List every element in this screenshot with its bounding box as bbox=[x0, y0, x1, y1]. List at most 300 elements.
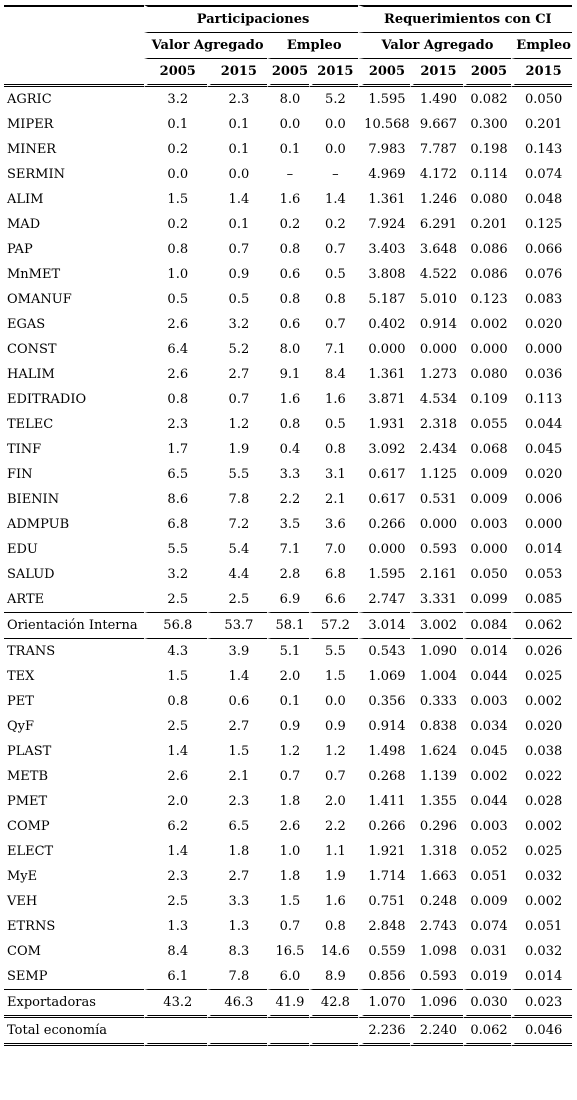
table-cell bbox=[207, 1018, 267, 1046]
table-cell: 0.006 bbox=[511, 487, 572, 512]
table-cell: 1.9 bbox=[207, 437, 267, 462]
table-cell: 0.032 bbox=[511, 939, 572, 964]
table-cell: 0.266 bbox=[358, 814, 411, 839]
table-cell: 0.045 bbox=[511, 437, 572, 462]
table-row bbox=[4, 487, 572, 512]
table-cell: 2.318 bbox=[410, 412, 463, 437]
table-cell: 58.1 bbox=[267, 613, 309, 639]
table-cell: 2.2 bbox=[267, 487, 309, 512]
table-cell: 0.8 bbox=[267, 412, 309, 437]
subheader-empleo: Empleo bbox=[267, 33, 358, 59]
table-row bbox=[4, 864, 572, 889]
table-cell: 0.1 bbox=[267, 689, 309, 714]
table-cell: 0.044 bbox=[463, 789, 512, 814]
table-row bbox=[4, 739, 572, 764]
table-cell: 57.2 bbox=[309, 613, 358, 639]
table-cell: 6.2 bbox=[144, 814, 207, 839]
table-cell: 0.333 bbox=[410, 689, 463, 714]
table-row bbox=[4, 162, 572, 187]
table-cell: 0.052 bbox=[463, 839, 512, 864]
table-cell: 6.8 bbox=[309, 562, 358, 587]
table-cell: 2.0 bbox=[309, 789, 358, 814]
table-cell: 0.009 bbox=[463, 462, 512, 487]
year-header: 2015 bbox=[207, 59, 267, 87]
table-cell: 0.025 bbox=[511, 839, 572, 864]
row-label: TINF bbox=[7, 442, 42, 457]
table-cell: 0.123 bbox=[463, 287, 512, 312]
table-cell: 4.534 bbox=[410, 387, 463, 412]
table-cell: 1.931 bbox=[358, 412, 411, 437]
table-cell: 0.2 bbox=[309, 212, 358, 237]
table-cell: 8.3 bbox=[207, 939, 267, 964]
table-cell: 1.090 bbox=[410, 639, 463, 664]
table-cell: 0.6 bbox=[207, 689, 267, 714]
table-cell: 0.023 bbox=[511, 990, 572, 1018]
table-cell: 0.7 bbox=[267, 914, 309, 939]
table-cell: 0.2 bbox=[144, 137, 207, 162]
table-cell: 0.036 bbox=[511, 362, 572, 387]
table-cell: 0.003 bbox=[463, 512, 512, 537]
table-cell: 0.032 bbox=[511, 864, 572, 889]
table-cell: 53.7 bbox=[207, 613, 267, 639]
table-cell: 1.4 bbox=[144, 839, 207, 864]
table-cell: 0.300 bbox=[463, 112, 512, 137]
table-cell: 0.914 bbox=[358, 714, 411, 739]
table-cell: 8.6 bbox=[144, 487, 207, 512]
table-cell: 0.000 bbox=[463, 337, 512, 362]
table-cell: 1.8 bbox=[267, 789, 309, 814]
year-header: 2005 bbox=[463, 59, 512, 87]
table-cell: 2.5 bbox=[144, 714, 207, 739]
table-cell: 0.026 bbox=[511, 639, 572, 664]
table-cell: 1.6 bbox=[309, 889, 358, 914]
table-cell: 2.1 bbox=[309, 487, 358, 512]
table-cell: 0.000 bbox=[463, 537, 512, 562]
table-cell: 5.5 bbox=[207, 462, 267, 487]
table-cell: 2.3 bbox=[144, 864, 207, 889]
table-cell: 1.004 bbox=[410, 664, 463, 689]
table-row bbox=[4, 814, 572, 839]
table-cell: 3.092 bbox=[358, 437, 411, 462]
table-cell: 0.617 bbox=[358, 462, 411, 487]
table-cell: 5.5 bbox=[144, 537, 207, 562]
table-cell: 14.6 bbox=[309, 939, 358, 964]
table-cell: 9.1 bbox=[267, 362, 309, 387]
table-cell: 0.000 bbox=[511, 512, 572, 537]
table-cell: 0.084 bbox=[463, 613, 512, 639]
table-cell: 8.4 bbox=[309, 362, 358, 387]
row-label: SEMP bbox=[4, 964, 144, 990]
table-cell: 1.8 bbox=[207, 839, 267, 864]
table-cell: 3.2 bbox=[144, 87, 207, 112]
subheader-valor-agregado: Valor Agregado bbox=[144, 33, 266, 59]
table-cell: 1.2 bbox=[207, 412, 267, 437]
table-cell: 0.856 bbox=[358, 964, 411, 990]
table-cell: 2.743 bbox=[410, 914, 463, 939]
group-header-participaciones: Participaciones bbox=[144, 5, 357, 33]
table-cell: 3.2 bbox=[144, 562, 207, 587]
table-cell: 0.8 bbox=[267, 287, 309, 312]
table-cell: 1.139 bbox=[410, 764, 463, 789]
table-cell: 1.411 bbox=[358, 789, 411, 814]
table-cell: 8.0 bbox=[267, 337, 309, 362]
table-cell: 0.8 bbox=[309, 914, 358, 939]
table-cell: 3.002 bbox=[410, 613, 463, 639]
table-cell: 1.0 bbox=[267, 839, 309, 864]
table-row bbox=[4, 562, 572, 587]
table-cell: 0.074 bbox=[511, 162, 572, 187]
table-cell: 0.125 bbox=[511, 212, 572, 237]
table-row bbox=[4, 462, 572, 487]
table-cell: 6.4 bbox=[144, 337, 207, 362]
table-cell: 0.7 bbox=[309, 764, 358, 789]
table-cell: 0.9 bbox=[267, 714, 309, 739]
table-cell: 0.020 bbox=[511, 462, 572, 487]
table-cell: 3.014 bbox=[358, 613, 411, 639]
table-cell: 2.8 bbox=[267, 562, 309, 587]
table-cell bbox=[267, 1018, 309, 1046]
table-row bbox=[4, 537, 572, 562]
table-cell: 0.055 bbox=[463, 412, 512, 437]
table-cell: 2.1 bbox=[207, 764, 267, 789]
table-cell: 3.3 bbox=[267, 462, 309, 487]
row-label: MIPER bbox=[7, 117, 54, 132]
table-cell: 1.5 bbox=[144, 187, 207, 212]
table-cell: 6.9 bbox=[267, 587, 309, 613]
table-cell: 0.000 bbox=[511, 337, 572, 362]
table-cell: 0.9 bbox=[207, 262, 267, 287]
table-cell: 6.0 bbox=[267, 964, 309, 990]
table-cell: 0.025 bbox=[511, 664, 572, 689]
row-label: VEH bbox=[7, 894, 38, 909]
table-row bbox=[4, 212, 572, 237]
table-cell: 0.0 bbox=[309, 689, 358, 714]
row-label: PLAST bbox=[7, 744, 52, 759]
table-cell: 0.8 bbox=[144, 689, 207, 714]
table-cell: 1.5 bbox=[207, 739, 267, 764]
table-cell: 2.434 bbox=[410, 437, 463, 462]
table-cell: 2.3 bbox=[207, 789, 267, 814]
row-label: PET bbox=[7, 694, 34, 709]
table-row bbox=[4, 237, 572, 262]
table-row bbox=[4, 412, 572, 437]
table-cell: 0.038 bbox=[511, 739, 572, 764]
table-cell: 0.5 bbox=[309, 262, 358, 287]
table-cell: 1.498 bbox=[358, 739, 411, 764]
table-cell: 0.7 bbox=[309, 312, 358, 337]
table-cell: 1.624 bbox=[410, 739, 463, 764]
table-cell: 6.5 bbox=[144, 462, 207, 487]
table-row bbox=[4, 337, 572, 362]
table-cell: 2.848 bbox=[358, 914, 411, 939]
table-cell: 0.1 bbox=[207, 212, 267, 237]
table-cell: 2.236 bbox=[358, 1018, 411, 1046]
table-cell: 3.648 bbox=[410, 237, 463, 262]
table-cell: 0.143 bbox=[511, 137, 572, 162]
table-cell: 2.6 bbox=[144, 362, 207, 387]
table-row bbox=[4, 187, 572, 212]
table-cell: 0.2 bbox=[267, 212, 309, 237]
row-label: PMET bbox=[7, 794, 48, 809]
table-cell: 1.5 bbox=[144, 664, 207, 689]
data-table bbox=[4, 5, 572, 1046]
table-cell: 1.4 bbox=[207, 664, 267, 689]
table-cell: 0.356 bbox=[358, 689, 411, 714]
table-cell: 0.031 bbox=[463, 939, 512, 964]
table-cell: 1.069 bbox=[358, 664, 411, 689]
table-cell: 1.5 bbox=[309, 664, 358, 689]
table-cell: 0.248 bbox=[410, 889, 463, 914]
table-cell: 0.014 bbox=[511, 537, 572, 562]
table-cell: 0.053 bbox=[511, 562, 572, 587]
table-cell: 0.4 bbox=[267, 437, 309, 462]
table-cell: 0.593 bbox=[410, 964, 463, 990]
table-cell: 3.6 bbox=[309, 512, 358, 537]
table-cell: 0.022 bbox=[511, 764, 572, 789]
table-cell: 0.045 bbox=[463, 739, 512, 764]
table-row bbox=[4, 587, 572, 613]
table-cell: 1.318 bbox=[410, 839, 463, 864]
table-cell: 7.1 bbox=[267, 537, 309, 562]
table-cell: 1.490 bbox=[410, 87, 463, 112]
table-cell: 6.6 bbox=[309, 587, 358, 613]
table-cell: 0.002 bbox=[511, 814, 572, 839]
table-cell: 0.066 bbox=[511, 237, 572, 262]
year-header: 2015 bbox=[511, 59, 572, 87]
table-cell: 41.9 bbox=[267, 990, 309, 1018]
table-cell: 0.7 bbox=[207, 387, 267, 412]
subheader-valor-agregado: Valor Agregado bbox=[358, 33, 512, 59]
table-cell: 6.8 bbox=[144, 512, 207, 537]
table-cell: 1.6 bbox=[267, 387, 309, 412]
table-cell: 2.5 bbox=[207, 587, 267, 613]
row-label: BIENIN bbox=[7, 492, 60, 507]
row-label: SALUD bbox=[7, 567, 55, 582]
table-cell: 0.050 bbox=[511, 87, 572, 112]
year-header: 2005 bbox=[267, 59, 309, 87]
group-header-requerimientos: Requerimientos con CI bbox=[358, 5, 572, 33]
table-cell: 1.663 bbox=[410, 864, 463, 889]
row-label: FIN bbox=[7, 467, 33, 482]
table-row bbox=[4, 689, 572, 714]
table-cell: 1.361 bbox=[358, 187, 411, 212]
table-cell: 0.559 bbox=[358, 939, 411, 964]
row-label: ADMPUB bbox=[7, 517, 70, 532]
corner-cell bbox=[4, 5, 144, 33]
table-cell: 2.161 bbox=[410, 562, 463, 587]
row-label: MINER bbox=[7, 142, 57, 157]
row-label: EDU bbox=[7, 542, 38, 557]
table-cell: 0.062 bbox=[463, 1018, 512, 1046]
table-cell: 2.240 bbox=[410, 1018, 463, 1046]
table-cell: 1.246 bbox=[410, 187, 463, 212]
table-cell: 0.009 bbox=[463, 487, 512, 512]
table-cell: 0.082 bbox=[463, 87, 512, 112]
table-cell: 2.7 bbox=[207, 362, 267, 387]
table-cell: 0.8 bbox=[309, 287, 358, 312]
table-cell: 0.1 bbox=[207, 137, 267, 162]
table-cell: 1.2 bbox=[309, 739, 358, 764]
table-cell: 1.8 bbox=[267, 864, 309, 889]
table-row bbox=[4, 387, 572, 412]
table-cell: 3.2 bbox=[207, 312, 267, 337]
table-cell: 0.002 bbox=[511, 689, 572, 714]
table-cell: 0.002 bbox=[463, 764, 512, 789]
table-cell: 1.1 bbox=[309, 839, 358, 864]
row-label: CONST bbox=[7, 342, 57, 357]
table-cell: 0.044 bbox=[463, 664, 512, 689]
table-cell: 0.8 bbox=[144, 237, 207, 262]
table-cell: 1.6 bbox=[267, 187, 309, 212]
table-cell: 0.030 bbox=[463, 990, 512, 1018]
table-cell: 0.266 bbox=[358, 512, 411, 537]
table-cell: 5.2 bbox=[207, 337, 267, 362]
row-label: EDITRADIO bbox=[7, 392, 87, 407]
table-cell: 0.000 bbox=[358, 337, 411, 362]
table-cell: 1.714 bbox=[358, 864, 411, 889]
table-cell: 0.8 bbox=[267, 237, 309, 262]
table-cell: 0.020 bbox=[511, 312, 572, 337]
table-cell: 1.361 bbox=[358, 362, 411, 387]
table-cell: 2.6 bbox=[144, 312, 207, 337]
table-cell: 7.8 bbox=[207, 964, 267, 990]
table-cell: 0.5 bbox=[309, 412, 358, 437]
table-cell: 0.751 bbox=[358, 889, 411, 914]
row-label: AGRIC bbox=[7, 92, 52, 107]
table-cell: 0.014 bbox=[511, 964, 572, 990]
table-cell: 42.8 bbox=[309, 990, 358, 1018]
table-row bbox=[4, 112, 572, 137]
table-row bbox=[4, 137, 572, 162]
table-cell: 0.002 bbox=[511, 889, 572, 914]
subtotal-row-orientacion-interna bbox=[4, 613, 572, 639]
table-cell: 56.8 bbox=[144, 613, 207, 639]
table-cell: 0.2 bbox=[144, 212, 207, 237]
row-label: MyE bbox=[7, 869, 38, 884]
table-cell: 2.6 bbox=[144, 764, 207, 789]
row-label: COM bbox=[7, 944, 41, 959]
table-row bbox=[4, 939, 572, 964]
table-cell: 0.003 bbox=[463, 689, 512, 714]
table-cell: 3.9 bbox=[207, 639, 267, 664]
table-cell: 0.0 bbox=[144, 162, 207, 187]
table-cell: 3.1 bbox=[309, 462, 358, 487]
table-cell: 0.068 bbox=[463, 437, 512, 462]
table-cell: 4.522 bbox=[410, 262, 463, 287]
table-cell: 0.080 bbox=[463, 187, 512, 212]
table-row bbox=[4, 287, 572, 312]
table-cell: 8.4 bbox=[144, 939, 207, 964]
table-cell: 4.3 bbox=[144, 639, 207, 664]
total-row bbox=[4, 1018, 572, 1046]
table-cell: 0.080 bbox=[463, 362, 512, 387]
table-cell: 8.0 bbox=[267, 87, 309, 112]
table-row bbox=[4, 889, 572, 914]
table-cell: 0.7 bbox=[267, 764, 309, 789]
table-cell: 5.1 bbox=[267, 639, 309, 664]
row-label: ARTE bbox=[4, 587, 144, 613]
table-row bbox=[4, 262, 572, 287]
table-cell: 2.3 bbox=[144, 412, 207, 437]
year-header: 2015 bbox=[309, 59, 358, 87]
table-cell: 0.000 bbox=[358, 537, 411, 562]
table-cell: 7.924 bbox=[358, 212, 411, 237]
table-cell: 0.0 bbox=[267, 112, 309, 137]
table-cell: 3.3 bbox=[207, 889, 267, 914]
table-cell: 2.7 bbox=[207, 714, 267, 739]
table-cell: 2.6 bbox=[267, 814, 309, 839]
table-cell: 0.000 bbox=[410, 512, 463, 537]
table-cell: 0.034 bbox=[463, 714, 512, 739]
table-cell: 2.2 bbox=[309, 814, 358, 839]
table-cell: 5.010 bbox=[410, 287, 463, 312]
table-cell: 0.543 bbox=[358, 639, 411, 664]
table-cell: 6.1 bbox=[144, 964, 207, 990]
table-cell: 3.403 bbox=[358, 237, 411, 262]
table-cell: 0.8 bbox=[144, 387, 207, 412]
table-cell: 43.2 bbox=[144, 990, 207, 1018]
table-cell: 3.871 bbox=[358, 387, 411, 412]
table-cell: 1.070 bbox=[358, 990, 411, 1018]
table-cell: 0.099 bbox=[463, 587, 512, 613]
row-label: METB bbox=[7, 769, 49, 784]
table-cell: 7.1 bbox=[309, 337, 358, 362]
table-cell: 1.7 bbox=[144, 437, 207, 462]
table-cell: 2.747 bbox=[358, 587, 411, 613]
table-cell: 1.273 bbox=[410, 362, 463, 387]
row-label: SERMIN bbox=[7, 167, 66, 182]
row-label: TELEC bbox=[7, 417, 54, 432]
table-cell: 1.921 bbox=[358, 839, 411, 864]
row-label: Orientación Interna bbox=[4, 613, 144, 639]
table-row bbox=[4, 764, 572, 789]
table-cell: 0.050 bbox=[463, 562, 512, 587]
table-cell: 0.617 bbox=[358, 487, 411, 512]
table-cell: 0.028 bbox=[511, 789, 572, 814]
table-row bbox=[4, 964, 572, 990]
table-cell: 1.098 bbox=[410, 939, 463, 964]
table-row bbox=[4, 639, 572, 664]
table-cell: 0.0 bbox=[309, 137, 358, 162]
table-cell: 4.4 bbox=[207, 562, 267, 587]
table-row bbox=[4, 789, 572, 814]
table-cell: 0.0 bbox=[309, 112, 358, 137]
table-cell: 5.187 bbox=[358, 287, 411, 312]
table-cell: 0.086 bbox=[463, 262, 512, 287]
row-label: COMP bbox=[7, 819, 50, 834]
table-cell: 3.5 bbox=[267, 512, 309, 537]
table-cell: 0.6 bbox=[267, 312, 309, 337]
table-cell: 0.009 bbox=[463, 889, 512, 914]
table-cell: 0.7 bbox=[309, 237, 358, 262]
table-cell bbox=[144, 1018, 207, 1046]
table-cell: 7.2 bbox=[207, 512, 267, 537]
table-cell: 1.4 bbox=[207, 187, 267, 212]
table-row bbox=[4, 87, 572, 112]
table-cell: 2.5 bbox=[144, 587, 207, 613]
table-cell: – bbox=[267, 162, 309, 187]
table-cell: 1.096 bbox=[410, 990, 463, 1018]
row-label: ELECT bbox=[7, 844, 54, 859]
table-cell: 0.1 bbox=[207, 112, 267, 137]
table-cell: 1.125 bbox=[410, 462, 463, 487]
table-cell: 0.6 bbox=[267, 262, 309, 287]
table-cell: 7.0 bbox=[309, 537, 358, 562]
row-label: ALIM bbox=[7, 192, 44, 207]
table-row bbox=[4, 714, 572, 739]
table-cell: 7.983 bbox=[358, 137, 411, 162]
table-cell: 4.969 bbox=[358, 162, 411, 187]
